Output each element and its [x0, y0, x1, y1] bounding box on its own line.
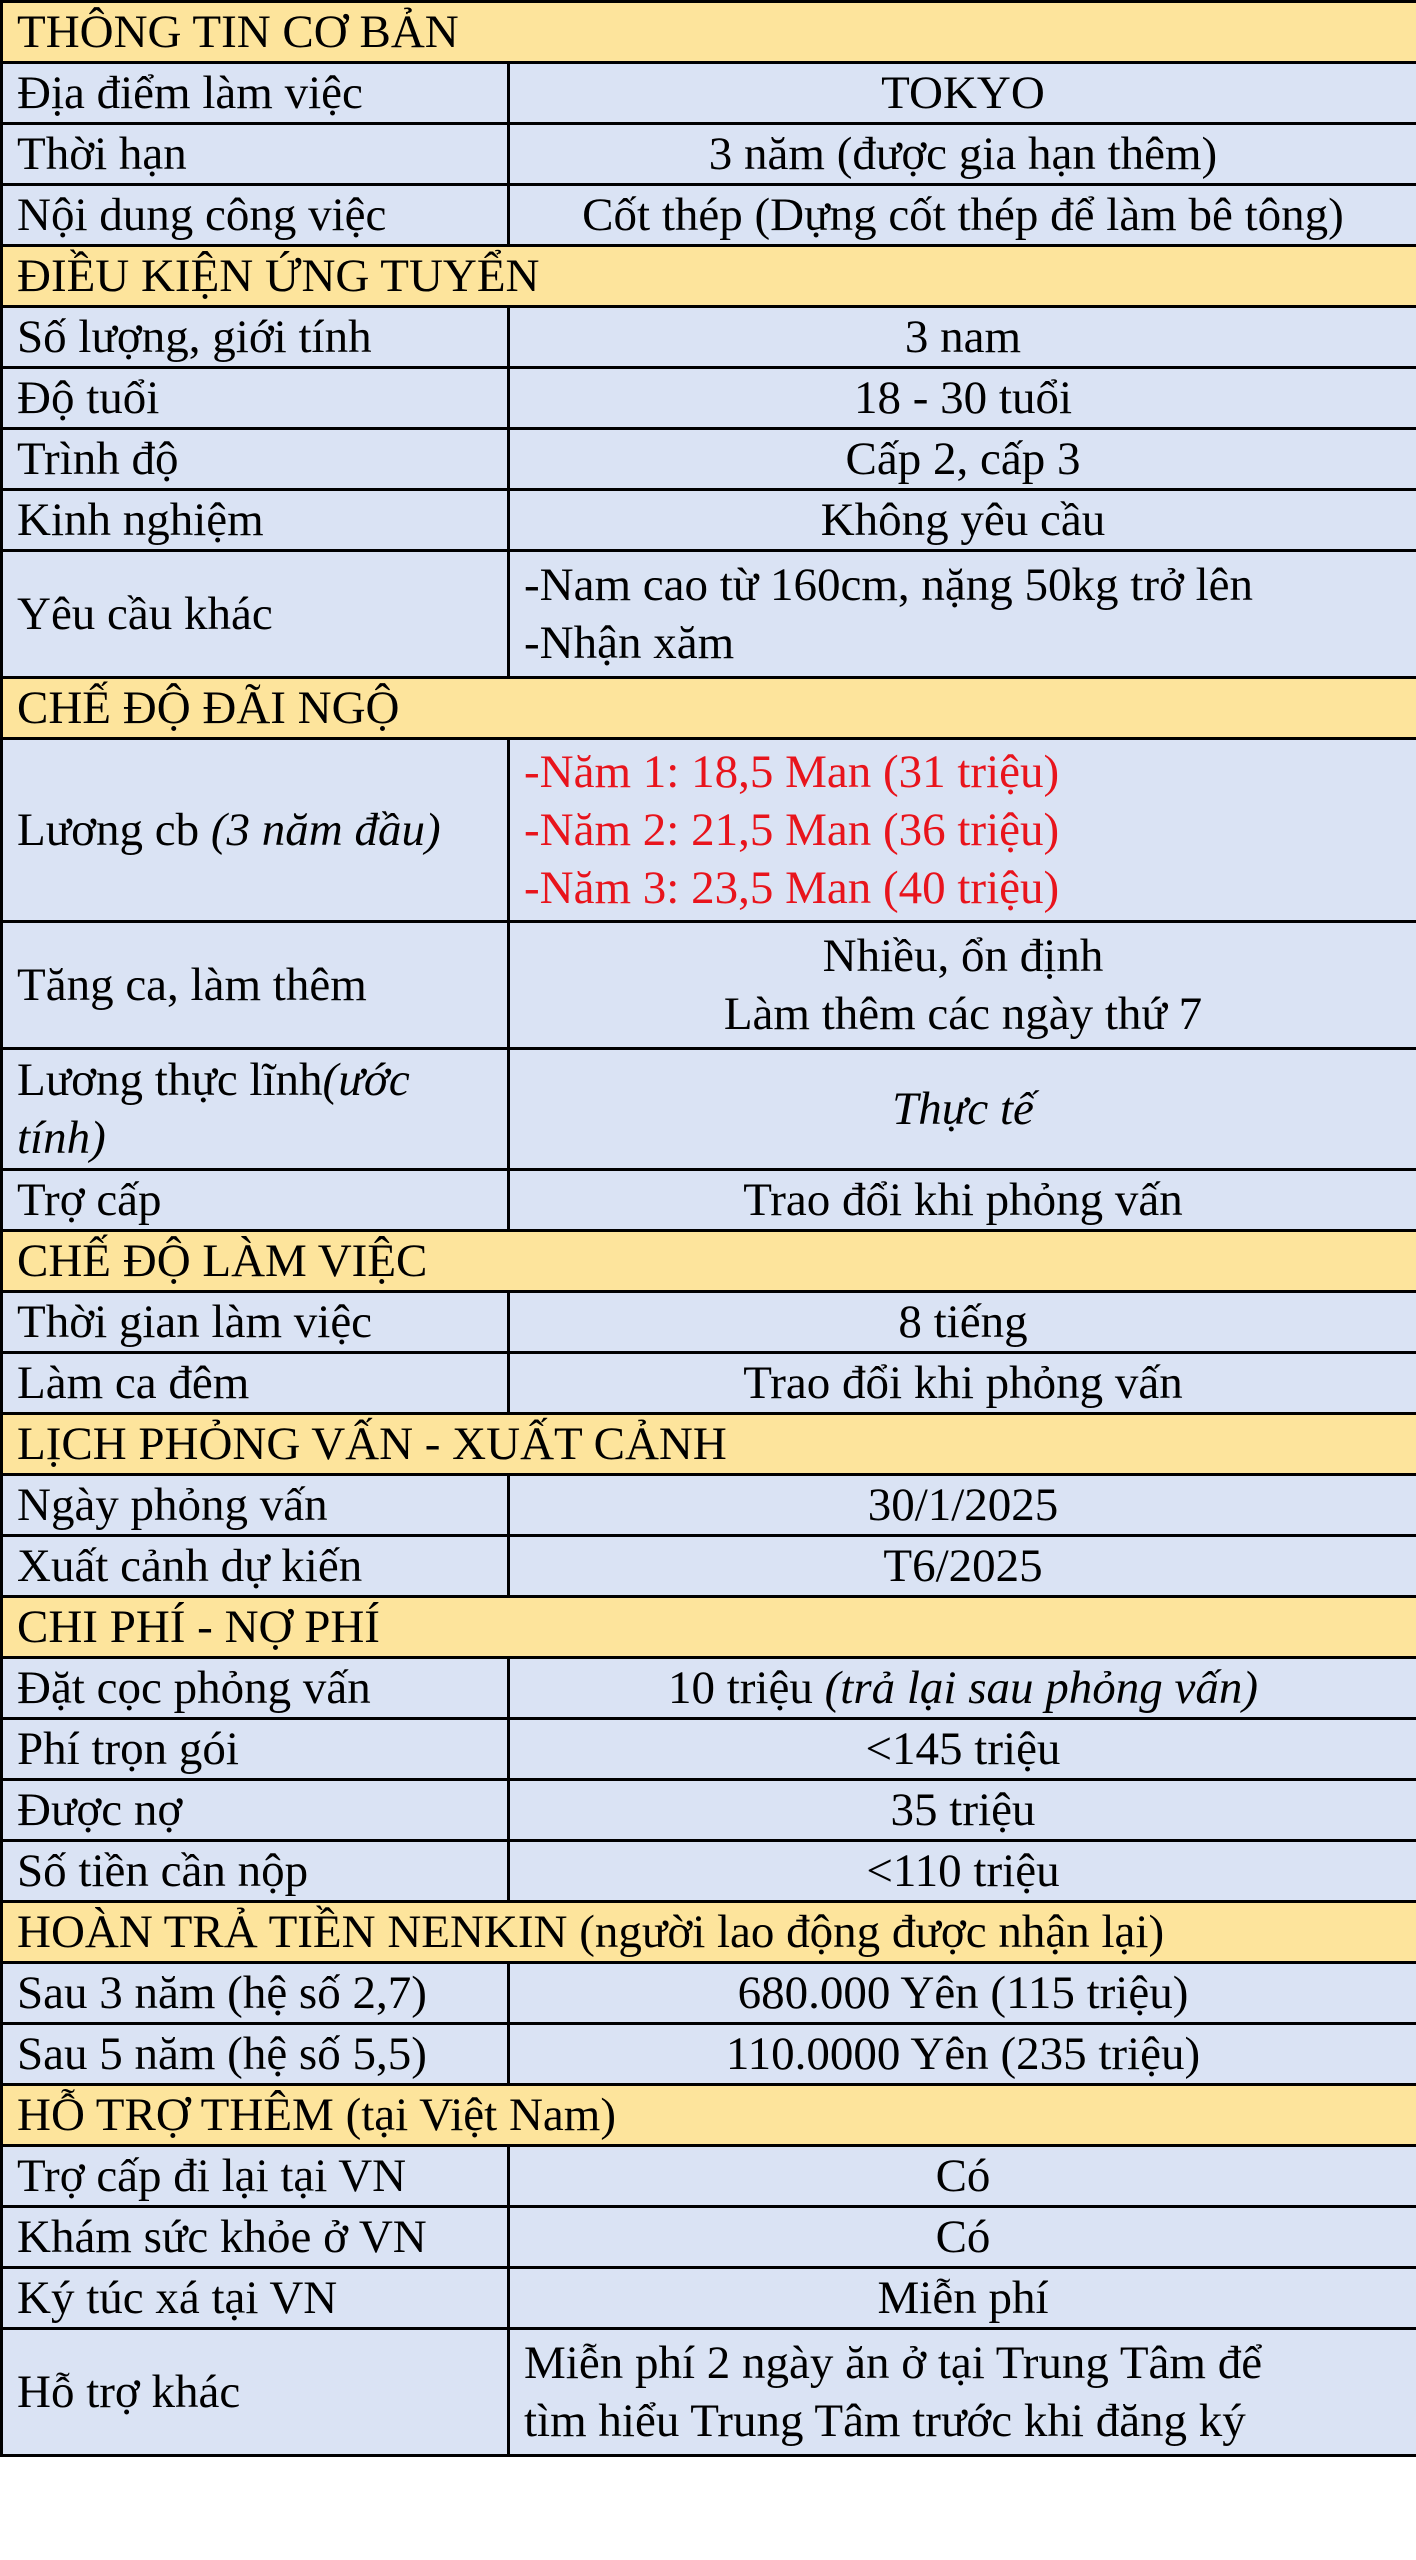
table-row	[2, 922, 1416, 1049]
row-label: Làm ca đêm	[2, 1353, 509, 1414]
row-value: Cốt thép (Dựng cốt thép để làm bê tông)	[509, 185, 1416, 246]
row-value: <145 triệu	[509, 1719, 1416, 1780]
row-value: 3 năm (được gia hạn thêm)	[509, 124, 1416, 185]
row-value	[509, 551, 1416, 678]
row-value: Thực tế	[509, 1049, 1416, 1170]
value-line: Làm thêm các ngày thứ 7	[723, 988, 1203, 1040]
row-value: Cấp 2, cấp 3	[509, 429, 1416, 490]
table-row	[2, 1658, 1416, 1719]
table-row	[2, 185, 1416, 246]
salary-line: -Năm 3: 23,5 Man (40 triệu)	[524, 862, 1060, 914]
row-label: Kinh nghiệm	[2, 490, 509, 551]
section-title: LỊCH PHỎNG VẤN - XUẤT CẢNH	[2, 1414, 1416, 1475]
value-line: Miễn phí 2 ngày ăn ở tại Trung Tâm để	[524, 2337, 1263, 2389]
row-label	[2, 1049, 509, 1170]
table-row	[2, 1049, 1416, 1170]
row-label: Số lượng, giới tính	[2, 307, 509, 368]
row-label: Thời gian làm việc	[2, 1292, 509, 1353]
table-row	[2, 1475, 1416, 1536]
row-label: Thời hạn	[2, 124, 509, 185]
row-value: Trao đổi khi phỏng vấn	[509, 1353, 1416, 1414]
row-label: Sau 5 năm (hệ số 5,5)	[2, 2024, 509, 2085]
table-row	[2, 739, 1416, 922]
row-value: Có	[509, 2207, 1416, 2268]
label-note: (3 năm đầu)	[210, 804, 441, 856]
label-text: Lương cb	[17, 804, 211, 856]
label-note: (ước tính)	[17, 1054, 410, 1164]
row-label: Nội dung công việc	[2, 185, 509, 246]
value-note: (trả lại sau phỏng vấn)	[824, 1662, 1259, 1714]
value-text: 10 triệu	[667, 1662, 825, 1714]
row-value: 8 tiếng	[509, 1292, 1416, 1353]
row-label: Địa điểm làm việc	[2, 63, 509, 124]
row-value	[509, 2329, 1416, 2456]
section-conditions	[2, 246, 1416, 307]
table-row	[2, 1536, 1416, 1597]
row-label: Trợ cấp đi lại tại VN	[2, 2146, 509, 2207]
table-row	[2, 1841, 1416, 1902]
row-label: Tăng ca, làm thêm	[2, 922, 509, 1049]
row-value: Trao đổi khi phỏng vấn	[509, 1170, 1416, 1231]
row-label: Phí trọn gói	[2, 1719, 509, 1780]
table-row	[2, 124, 1416, 185]
section-nenkin	[2, 1902, 1416, 1963]
section-title: CHẾ ĐỘ ĐÃI NGỘ	[2, 678, 1416, 739]
row-value: TOKYO	[509, 63, 1416, 124]
section-support	[2, 2085, 1416, 2146]
table-row	[2, 2207, 1416, 2268]
section-title: CHẾ ĐỘ LÀM VIỆC	[2, 1231, 1416, 1292]
row-value: 680.000 Yên (115 triệu)	[509, 1963, 1416, 2024]
section-benefits	[2, 678, 1416, 739]
row-value: 3 nam	[509, 307, 1416, 368]
row-label: Ký túc xá tại VN	[2, 2268, 509, 2329]
table-row	[2, 307, 1416, 368]
section-title: CHI PHÍ - NỢ PHÍ	[2, 1597, 1416, 1658]
table-row	[2, 1170, 1416, 1231]
table-row	[2, 368, 1416, 429]
table-row	[2, 2268, 1416, 2329]
row-label: Số tiền cần nộp	[2, 1841, 509, 1902]
table-row	[2, 490, 1416, 551]
row-label: Ngày phỏng vấn	[2, 1475, 509, 1536]
requirement-line: -Nhận xăm	[524, 617, 735, 669]
table-row	[2, 63, 1416, 124]
value-line: Nhiều, ổn định	[822, 930, 1104, 982]
table-row	[2, 1963, 1416, 2024]
salary-line: -Năm 1: 18,5 Man (31 triệu)	[524, 746, 1060, 798]
table-row	[2, 2024, 1416, 2085]
row-value: <110 triệu	[509, 1841, 1416, 1902]
section-schedule	[2, 1414, 1416, 1475]
table-row	[2, 429, 1416, 490]
row-label: Yêu cầu khác	[2, 551, 509, 678]
table-row	[2, 1353, 1416, 1414]
section-title: HỖ TRỢ THÊM (tại Việt Nam)	[2, 2085, 1416, 2146]
section-basic	[2, 2, 1416, 63]
table-row	[2, 1780, 1416, 1841]
row-value	[509, 739, 1416, 922]
value-line: tìm hiểu Trung Tâm trước khi đăng ký	[524, 2395, 1246, 2447]
row-label: Trợ cấp	[2, 1170, 509, 1231]
row-label: Được nợ	[2, 1780, 509, 1841]
row-label: Độ tuổi	[2, 368, 509, 429]
row-label: Trình độ	[2, 429, 509, 490]
row-value	[509, 922, 1416, 1049]
section-title: THÔNG TIN CƠ BẢN	[2, 2, 1416, 63]
row-value: Không yêu cầu	[509, 490, 1416, 551]
row-label: Sau 3 năm (hệ số 2,7)	[2, 1963, 509, 2024]
section-title: ĐIỀU KIỆN ỨNG TUYỂN	[2, 246, 1416, 307]
section-title: HOÀN TRẢ TIỀN NENKIN (người lao động được nhận lại)	[2, 1902, 1416, 1963]
row-value: Có	[509, 2146, 1416, 2207]
table-row	[2, 2146, 1416, 2207]
row-value: Miễn phí	[509, 2268, 1416, 2329]
table-row	[2, 1292, 1416, 1353]
row-label: Hỗ trợ khác	[2, 2329, 509, 2456]
row-label: Khám sức khỏe ở VN	[2, 2207, 509, 2268]
row-value: 30/1/2025	[509, 1475, 1416, 1536]
salary-line: -Năm 2: 21,5 Man (36 triệu)	[524, 804, 1060, 856]
table-row	[2, 551, 1416, 678]
row-label: Xuất cảnh dự kiến	[2, 1536, 509, 1597]
row-value: T6/2025	[509, 1536, 1416, 1597]
table-row	[2, 1719, 1416, 1780]
section-work	[2, 1231, 1416, 1292]
row-label: Đặt cọc phỏng vấn	[2, 1658, 509, 1719]
label-text: Lương thực lĩnh	[17, 1054, 323, 1106]
table-row	[2, 2329, 1416, 2456]
requirement-line: -Nam cao từ 160cm, nặng 50kg trở lên	[524, 559, 1254, 611]
row-value: 18 - 30 tuổi	[509, 368, 1416, 429]
row-value: 35 triệu	[509, 1780, 1416, 1841]
section-costs	[2, 1597, 1416, 1658]
row-value	[509, 1658, 1416, 1719]
row-label	[2, 739, 509, 922]
row-value: 110.0000 Yên (235 triệu)	[509, 2024, 1416, 2085]
